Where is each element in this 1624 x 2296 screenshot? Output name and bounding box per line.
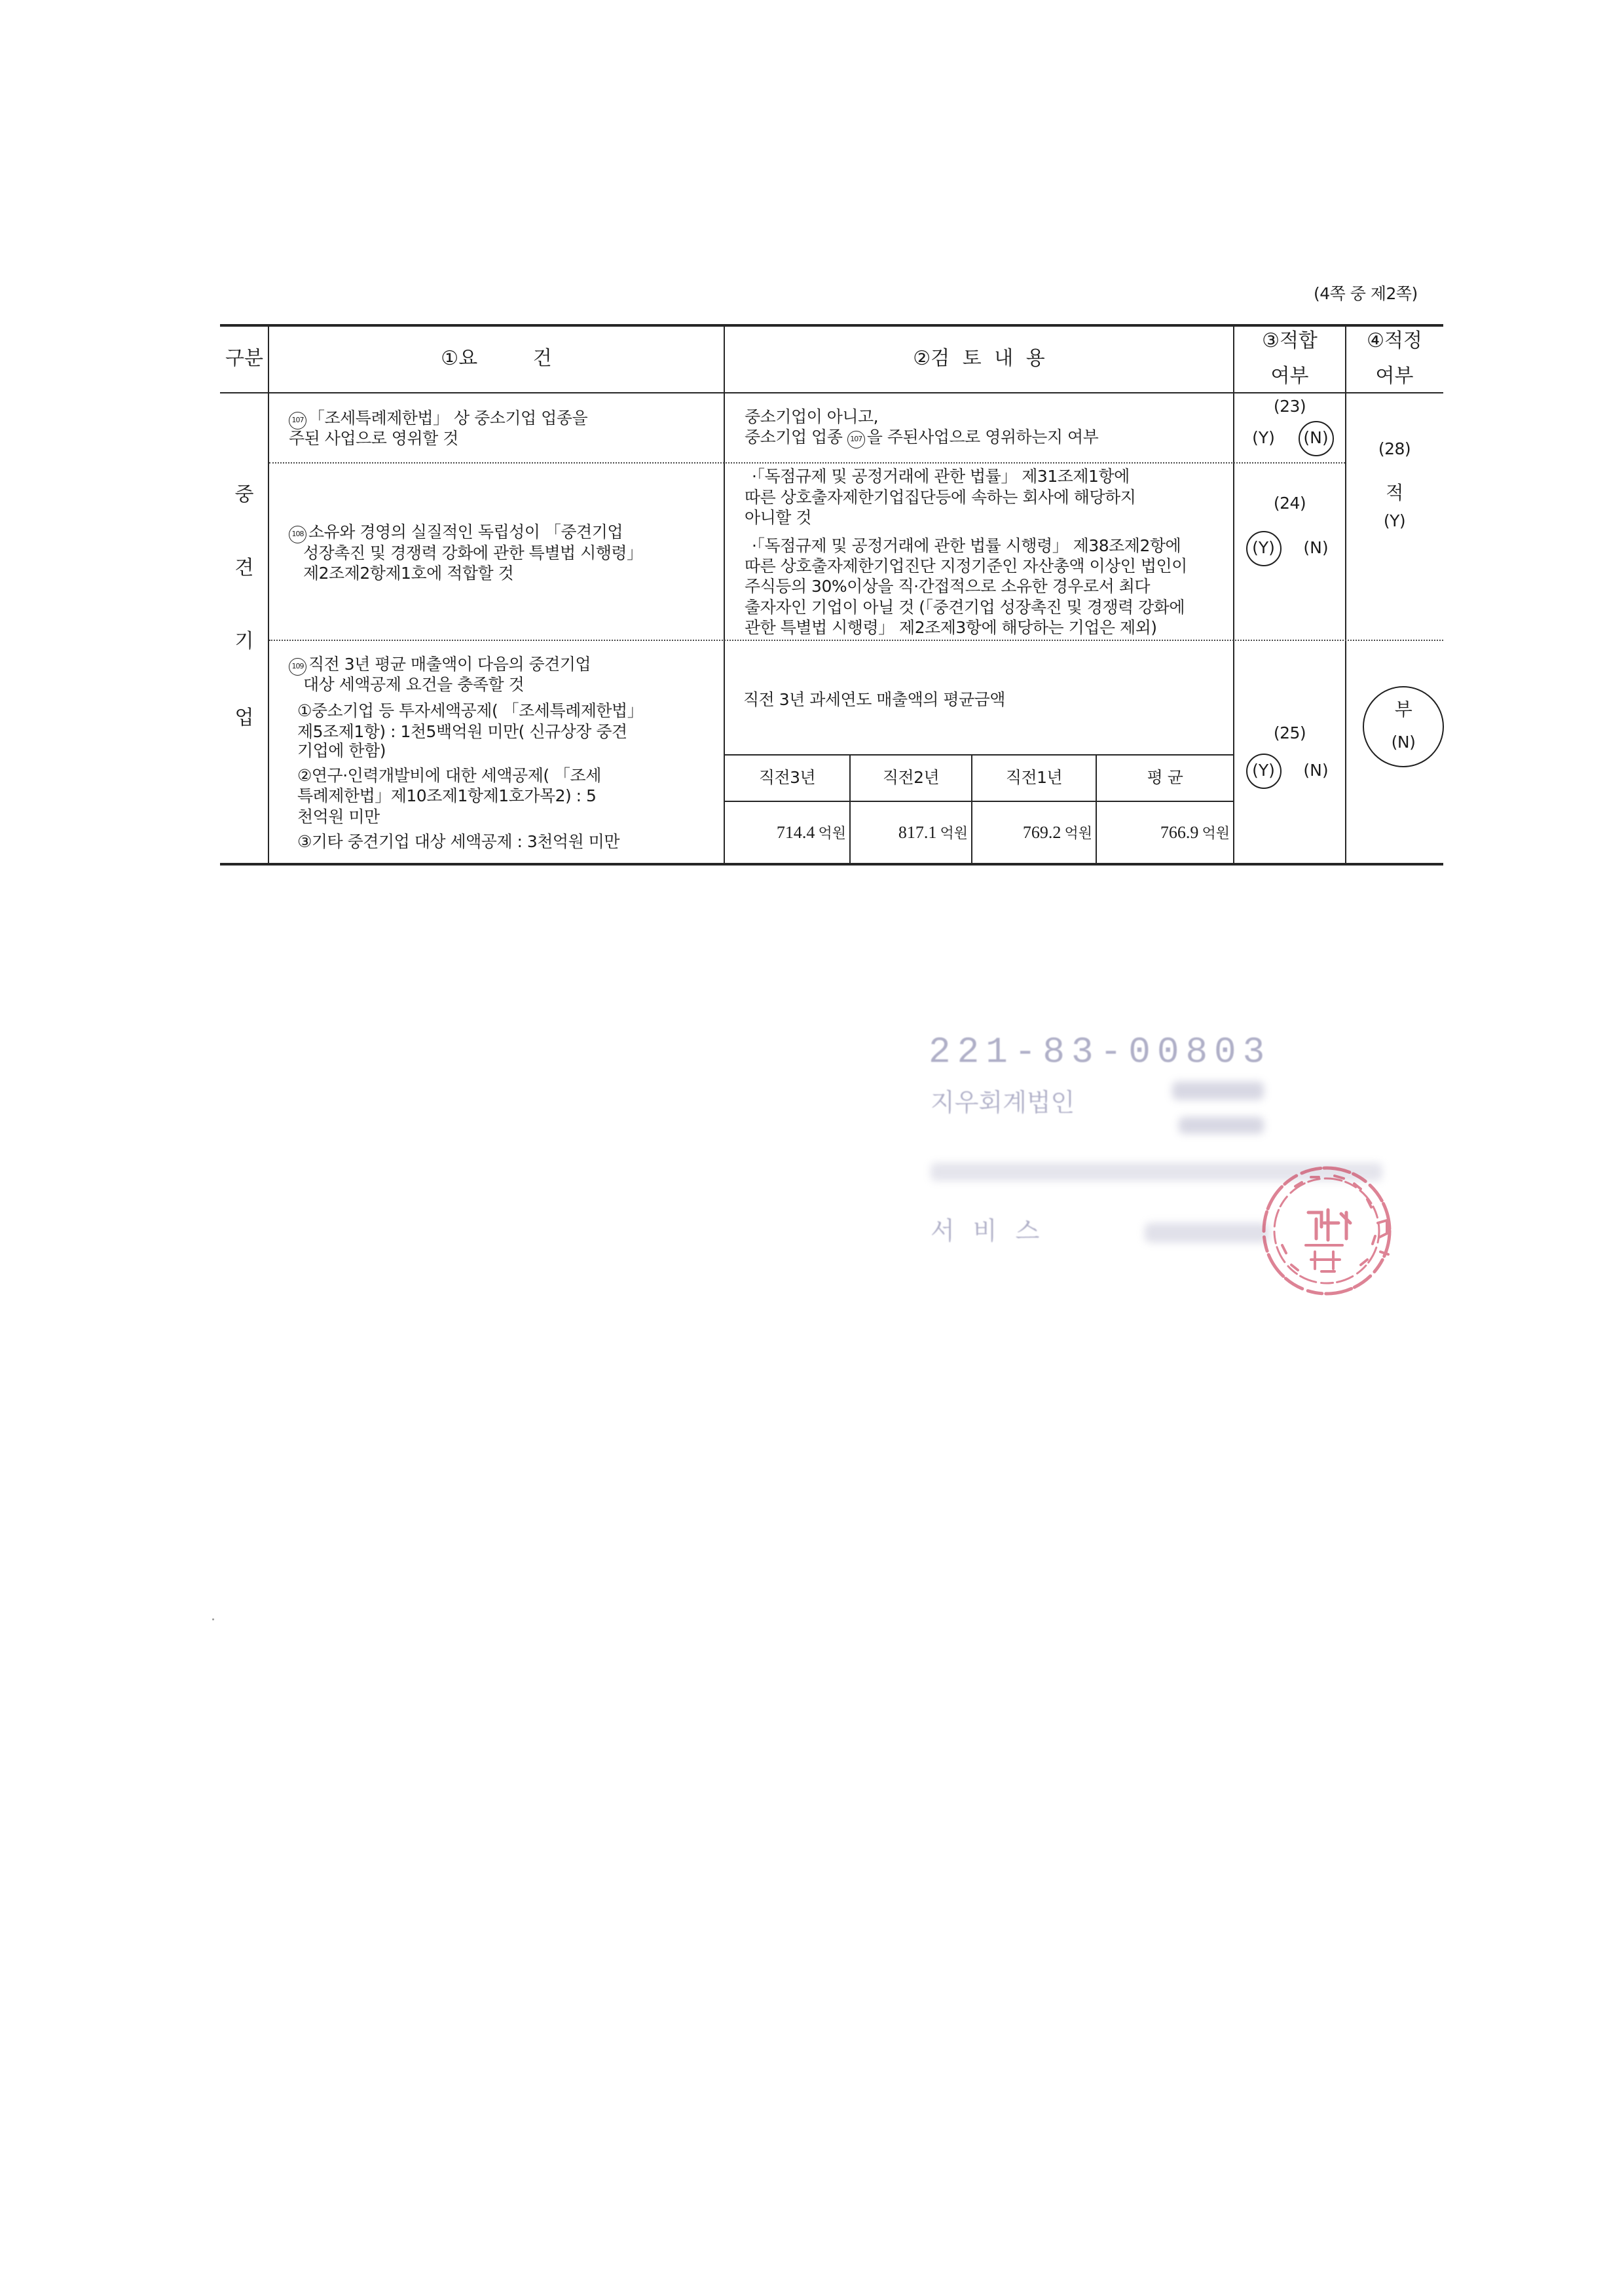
row3-requirement-line xyxy=(289,654,591,676)
sales-unit: 억원 xyxy=(1202,826,1230,842)
row2-review-bullet2-line: 출자자인 기업이 아닐 것 (「중견기업 성장촉진 및 경쟁력 강화에 xyxy=(745,598,1185,617)
stamp-faded-text xyxy=(1179,1117,1264,1134)
row1-requirement-line xyxy=(289,408,587,429)
row2-requirement-line: 성장촉진 및 경쟁력 강화에 관한 특별법 시행령」 xyxy=(303,543,643,562)
row3-item2-line: 천억원 미만 xyxy=(297,807,380,826)
table-bottom-border xyxy=(220,863,1443,866)
sales-header-year2: 직전2년 xyxy=(882,768,940,787)
circled-number: 107 xyxy=(847,431,865,448)
adequacy-code: (N) xyxy=(1391,733,1416,752)
row2-review-bullet2-line: ·「독점규제 및 공정거래에 관한 법률 시행령」 제38조제2항에 xyxy=(752,536,1181,555)
company-seal xyxy=(1256,1160,1397,1302)
circled-number: 108 xyxy=(289,526,306,543)
subtable-header-border xyxy=(724,801,1234,802)
row3-fit-choice xyxy=(1234,754,1346,787)
row1-review-prefix: 중소기업 업종 xyxy=(745,428,847,446)
header-review: ②검 토 내 용 xyxy=(913,347,1045,370)
fit-option-no: (N) xyxy=(1303,538,1329,557)
row3-item1-line: 기업에 한함) xyxy=(297,741,386,760)
fit-option-yes: (Y) xyxy=(1246,532,1282,564)
table-top-border xyxy=(220,324,1443,327)
row1-fit-choice xyxy=(1234,422,1346,454)
row1-fit-number: (23) xyxy=(1273,397,1306,416)
sales-amount: 714.4 xyxy=(776,823,815,842)
sales-header-year1: 직전1년 xyxy=(1005,768,1063,787)
row3-review-caption: 직전 3년 과세연도 매출액의 평균금액 xyxy=(743,690,1005,709)
sales-amount: 769.2 xyxy=(1022,823,1061,842)
subtable-top-border xyxy=(724,754,1234,756)
row2-review-bullet1-line: ·「독점규제 및 공정거래에 관한 법률」 제31조제1항에 xyxy=(752,467,1130,486)
sales-unit: 억원 xyxy=(940,826,968,842)
row2-fit-number: (24) xyxy=(1273,494,1306,513)
header-category: 구분 xyxy=(225,347,263,370)
row2-requirement-text: 소유와 경영의 실질적인 독립성이 「중견기업 xyxy=(308,522,623,541)
fit-option-no: (N) xyxy=(1298,422,1335,454)
fit-option-yes: (Y) xyxy=(1246,754,1282,787)
row3-item2-line: ②연구·인력개발비에 대한 세액공제( 「조세 xyxy=(297,766,601,785)
stamp-firm-name: 지우회계법인 xyxy=(931,1088,1075,1117)
row2-review-bullet1-line: 아니할 것 xyxy=(745,508,812,527)
category-char: 기 xyxy=(234,630,254,653)
adequacy-verdict: 부 xyxy=(1394,699,1412,720)
row2-review-bullet2-line: 따른 상호출자제한기업진단 지정기준인 자산총액 이상인 법인이 xyxy=(745,556,1187,575)
row2-requirement-line xyxy=(289,522,623,543)
stamp-registration-number: 221-83-00803 xyxy=(929,1031,1272,1073)
category-char: 업 xyxy=(234,706,254,729)
category-char: 견 xyxy=(234,556,254,579)
row1-requirement-text: 「조세특례제한법」 상 중소기업 업종을 xyxy=(308,409,588,428)
fit-option-yes: (Y) xyxy=(1252,428,1275,447)
sales-amount: 817.1 xyxy=(898,823,937,842)
header-adequacy-line1: ④적정 xyxy=(1367,329,1422,352)
stamp-faded-text xyxy=(1172,1082,1264,1100)
row2-fit-choice xyxy=(1234,532,1346,564)
sales-value-average xyxy=(1096,822,1230,843)
row2-review-bullet2-line: 관한 특별법 시행령」 제2조제3항에 해당하는 기업은 제외) xyxy=(745,618,1157,637)
header-bottom-border xyxy=(220,392,1443,393)
row2-review-bullet1-line: 따른 상호출자제한기업집단등에 속하는 회사에 해당하지 xyxy=(745,488,1136,507)
scan-speck xyxy=(212,1618,214,1620)
sales-amount: 766.9 xyxy=(1160,823,1199,842)
sales-value-year2 xyxy=(850,822,968,843)
sales-header-year3: 직전3년 xyxy=(758,768,816,787)
sales-unit: 억원 xyxy=(818,826,846,842)
sales-value-year3 xyxy=(724,822,846,843)
adequacy-verdict: 적 xyxy=(1386,482,1403,503)
circled-number: 107 xyxy=(289,412,306,429)
row1-review-line xyxy=(745,427,1098,448)
header-fit-line1: ③적합 xyxy=(1262,329,1318,352)
row3-item2-line: 특례제한법」제10조제1항제1호가목2) : 5 xyxy=(297,786,597,805)
column-divider xyxy=(268,325,269,864)
row2-review-bullet2-line: 주식등의 30%이상을 직·간접적으로 소유한 경우로서 최다 xyxy=(745,577,1151,596)
page-number: (4쪽 중 제2쪽) xyxy=(1314,284,1418,303)
stamp-faded-text xyxy=(1145,1223,1269,1243)
row2-requirement-line: 제2조제2항제1호에 적합할 것 xyxy=(303,564,514,583)
row-divider xyxy=(269,462,1345,464)
row3-fit-number: (25) xyxy=(1273,723,1306,742)
sales-value-year1 xyxy=(972,822,1092,843)
row-divider xyxy=(269,640,1443,641)
row3-requirement-line: 대상 세액공제 요건을 충족할 것 xyxy=(303,675,525,694)
header-requirement: ①요 건 xyxy=(441,347,552,370)
adequacy-code: (Y) xyxy=(1383,511,1406,530)
row1-review-line: 중소기업이 아니고, xyxy=(745,407,879,426)
category-char: 중 xyxy=(234,483,254,506)
sales-header-average: 평 균 xyxy=(1147,768,1183,787)
fit-option-no: (N) xyxy=(1303,761,1329,780)
row1-review-suffix: 을 주된사업으로 영위하는지 여부 xyxy=(866,428,1099,446)
row3-item1-line: 제5조제1항) : 1천5백억원 미만( 신규상장 중견 xyxy=(297,722,627,741)
circled-number: 109 xyxy=(289,658,306,676)
row3-requirement-text: 직전 3년 평균 매출액이 다음의 중견기업 xyxy=(308,655,591,674)
row3-item1-line: ①중소기업 등 투자세액공제( 「조세특례제한법」 xyxy=(297,701,644,720)
row1-requirement-line: 주된 사업으로 영위할 것 xyxy=(289,429,458,448)
sales-unit: 억원 xyxy=(1064,826,1092,842)
adequacy-number: (28) xyxy=(1378,439,1411,458)
header-fit-line2: 여부 xyxy=(1270,365,1309,388)
stamp-service-label: 서 비 스 xyxy=(931,1216,1045,1245)
header-adequacy-line2: 여부 xyxy=(1375,365,1414,388)
row3-item3-line: ③기타 중견기업 대상 세액공제 : 3천억원 미만 xyxy=(297,832,619,851)
